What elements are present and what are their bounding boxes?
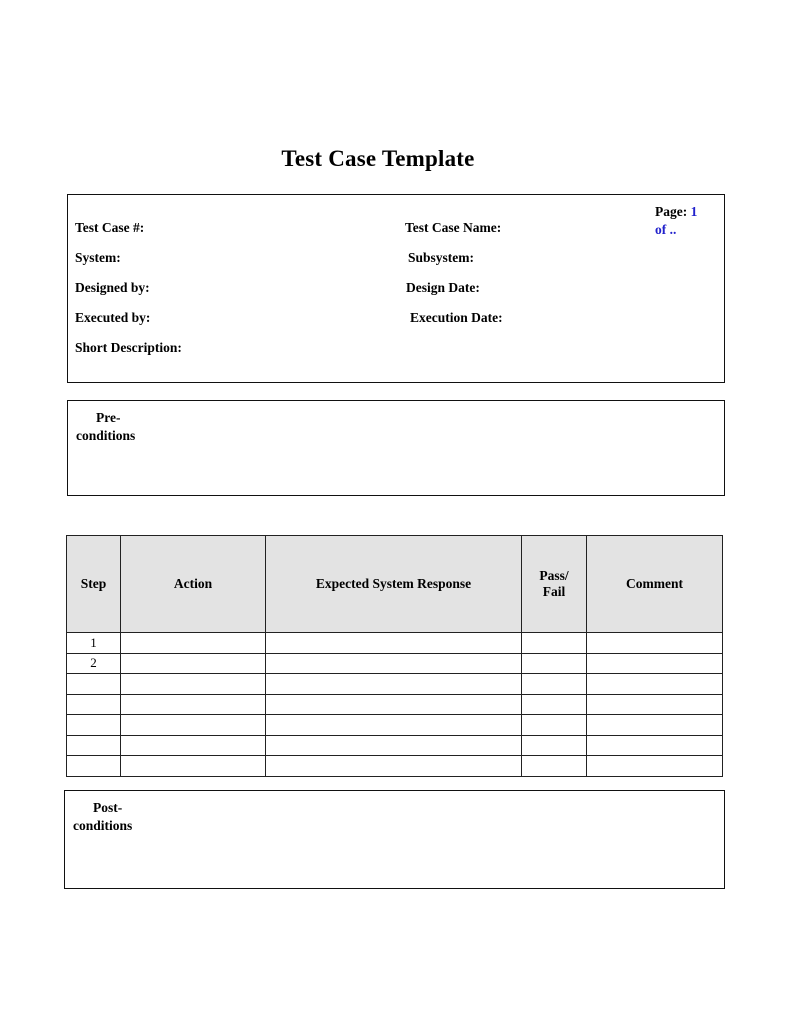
table-body <box>67 633 723 777</box>
cell-expected-system-response[interactable] <box>266 756 522 777</box>
cell-comment[interactable] <box>587 735 723 756</box>
postconditions-label <box>73 799 193 835</box>
field-label-subsystem: Subsystem: <box>408 250 475 265</box>
cell-expected-system-response[interactable] <box>266 633 522 654</box>
test-steps-table <box>66 535 723 777</box>
cell-pass-fail[interactable] <box>522 735 587 756</box>
cell-expected-system-response[interactable] <box>266 715 522 736</box>
cell-pass-fail[interactable] <box>522 674 587 695</box>
cell-pass-fail[interactable] <box>522 756 587 777</box>
field-label-short-description: Short Description: <box>75 340 182 355</box>
preconditions-label-line2: conditions <box>76 428 136 444</box>
page-title: Test Case Template <box>281 146 475 171</box>
page-total: of .. <box>655 222 677 238</box>
preconditions-label-line1: Pre- <box>96 410 121 425</box>
cell-action[interactable] <box>121 674 266 695</box>
test-case-info-box <box>67 194 725 383</box>
cell-step[interactable] <box>67 735 121 756</box>
column-header-expected-system-response: Expected System Response <box>266 536 522 633</box>
cell-step[interactable] <box>67 756 121 777</box>
postconditions-label-line1: Post- <box>93 800 123 815</box>
cell-expected-system-response[interactable] <box>266 735 522 756</box>
cell-expected-system-response[interactable] <box>266 694 522 715</box>
cell-comment[interactable] <box>587 633 723 654</box>
table-row <box>67 674 723 695</box>
field-label-design-date: Design Date: <box>406 280 480 295</box>
cell-action[interactable] <box>121 653 266 674</box>
table-row <box>67 694 723 715</box>
field-label-execution-date: Execution Date: <box>410 310 503 325</box>
cell-comment[interactable] <box>587 715 723 736</box>
table-row <box>67 715 723 736</box>
cell-action[interactable] <box>121 756 266 777</box>
cell-expected-system-response[interactable] <box>266 653 522 674</box>
cell-step[interactable]: 1 <box>67 633 121 654</box>
column-header-pass-fail <box>522 536 587 633</box>
table-header <box>67 536 723 633</box>
cell-action[interactable] <box>121 633 266 654</box>
cell-step[interactable] <box>67 674 121 695</box>
column-header-comment: Comment <box>587 536 723 633</box>
page-indicator <box>655 203 711 239</box>
postconditions-box[interactable] <box>64 790 725 889</box>
cell-pass-fail[interactable] <box>522 653 587 674</box>
pass-fail-line1: Pass/ <box>539 567 569 583</box>
column-header-step: Step <box>67 536 121 633</box>
table-row <box>67 756 723 777</box>
field-label-test-case-number: Test Case #: <box>75 220 145 235</box>
field-label-system: System: <box>75 250 121 265</box>
postconditions-label-line2: conditions <box>73 818 133 834</box>
cell-comment[interactable] <box>587 694 723 715</box>
cell-step[interactable]: 2 <box>67 653 121 674</box>
cell-action[interactable] <box>121 735 266 756</box>
preconditions-box[interactable] <box>67 400 725 496</box>
cell-action[interactable] <box>121 694 266 715</box>
cell-comment[interactable] <box>587 653 723 674</box>
table-row <box>67 653 723 674</box>
cell-step[interactable] <box>67 715 121 736</box>
table-row <box>67 735 723 756</box>
column-header-action: Action <box>121 536 266 633</box>
field-label-test-case-name: Test Case Name: <box>405 220 502 235</box>
cell-expected-system-response[interactable] <box>266 674 522 695</box>
preconditions-label <box>76 409 196 445</box>
cell-comment[interactable] <box>587 674 723 695</box>
page-label: Page: <box>655 204 688 219</box>
pass-fail-line2: Fail <box>542 584 566 599</box>
table-row <box>67 633 723 654</box>
table-header-row <box>67 536 723 633</box>
field-label-executed-by: Executed by: <box>75 310 151 325</box>
cell-comment[interactable] <box>587 756 723 777</box>
field-label-designed-by: Designed by: <box>75 280 150 295</box>
cell-pass-fail[interactable] <box>522 715 587 736</box>
cell-action[interactable] <box>121 715 266 736</box>
page-number: 1 <box>690 204 698 219</box>
cell-pass-fail[interactable] <box>522 694 587 715</box>
cell-step[interactable] <box>67 694 121 715</box>
cell-pass-fail[interactable] <box>522 633 587 654</box>
